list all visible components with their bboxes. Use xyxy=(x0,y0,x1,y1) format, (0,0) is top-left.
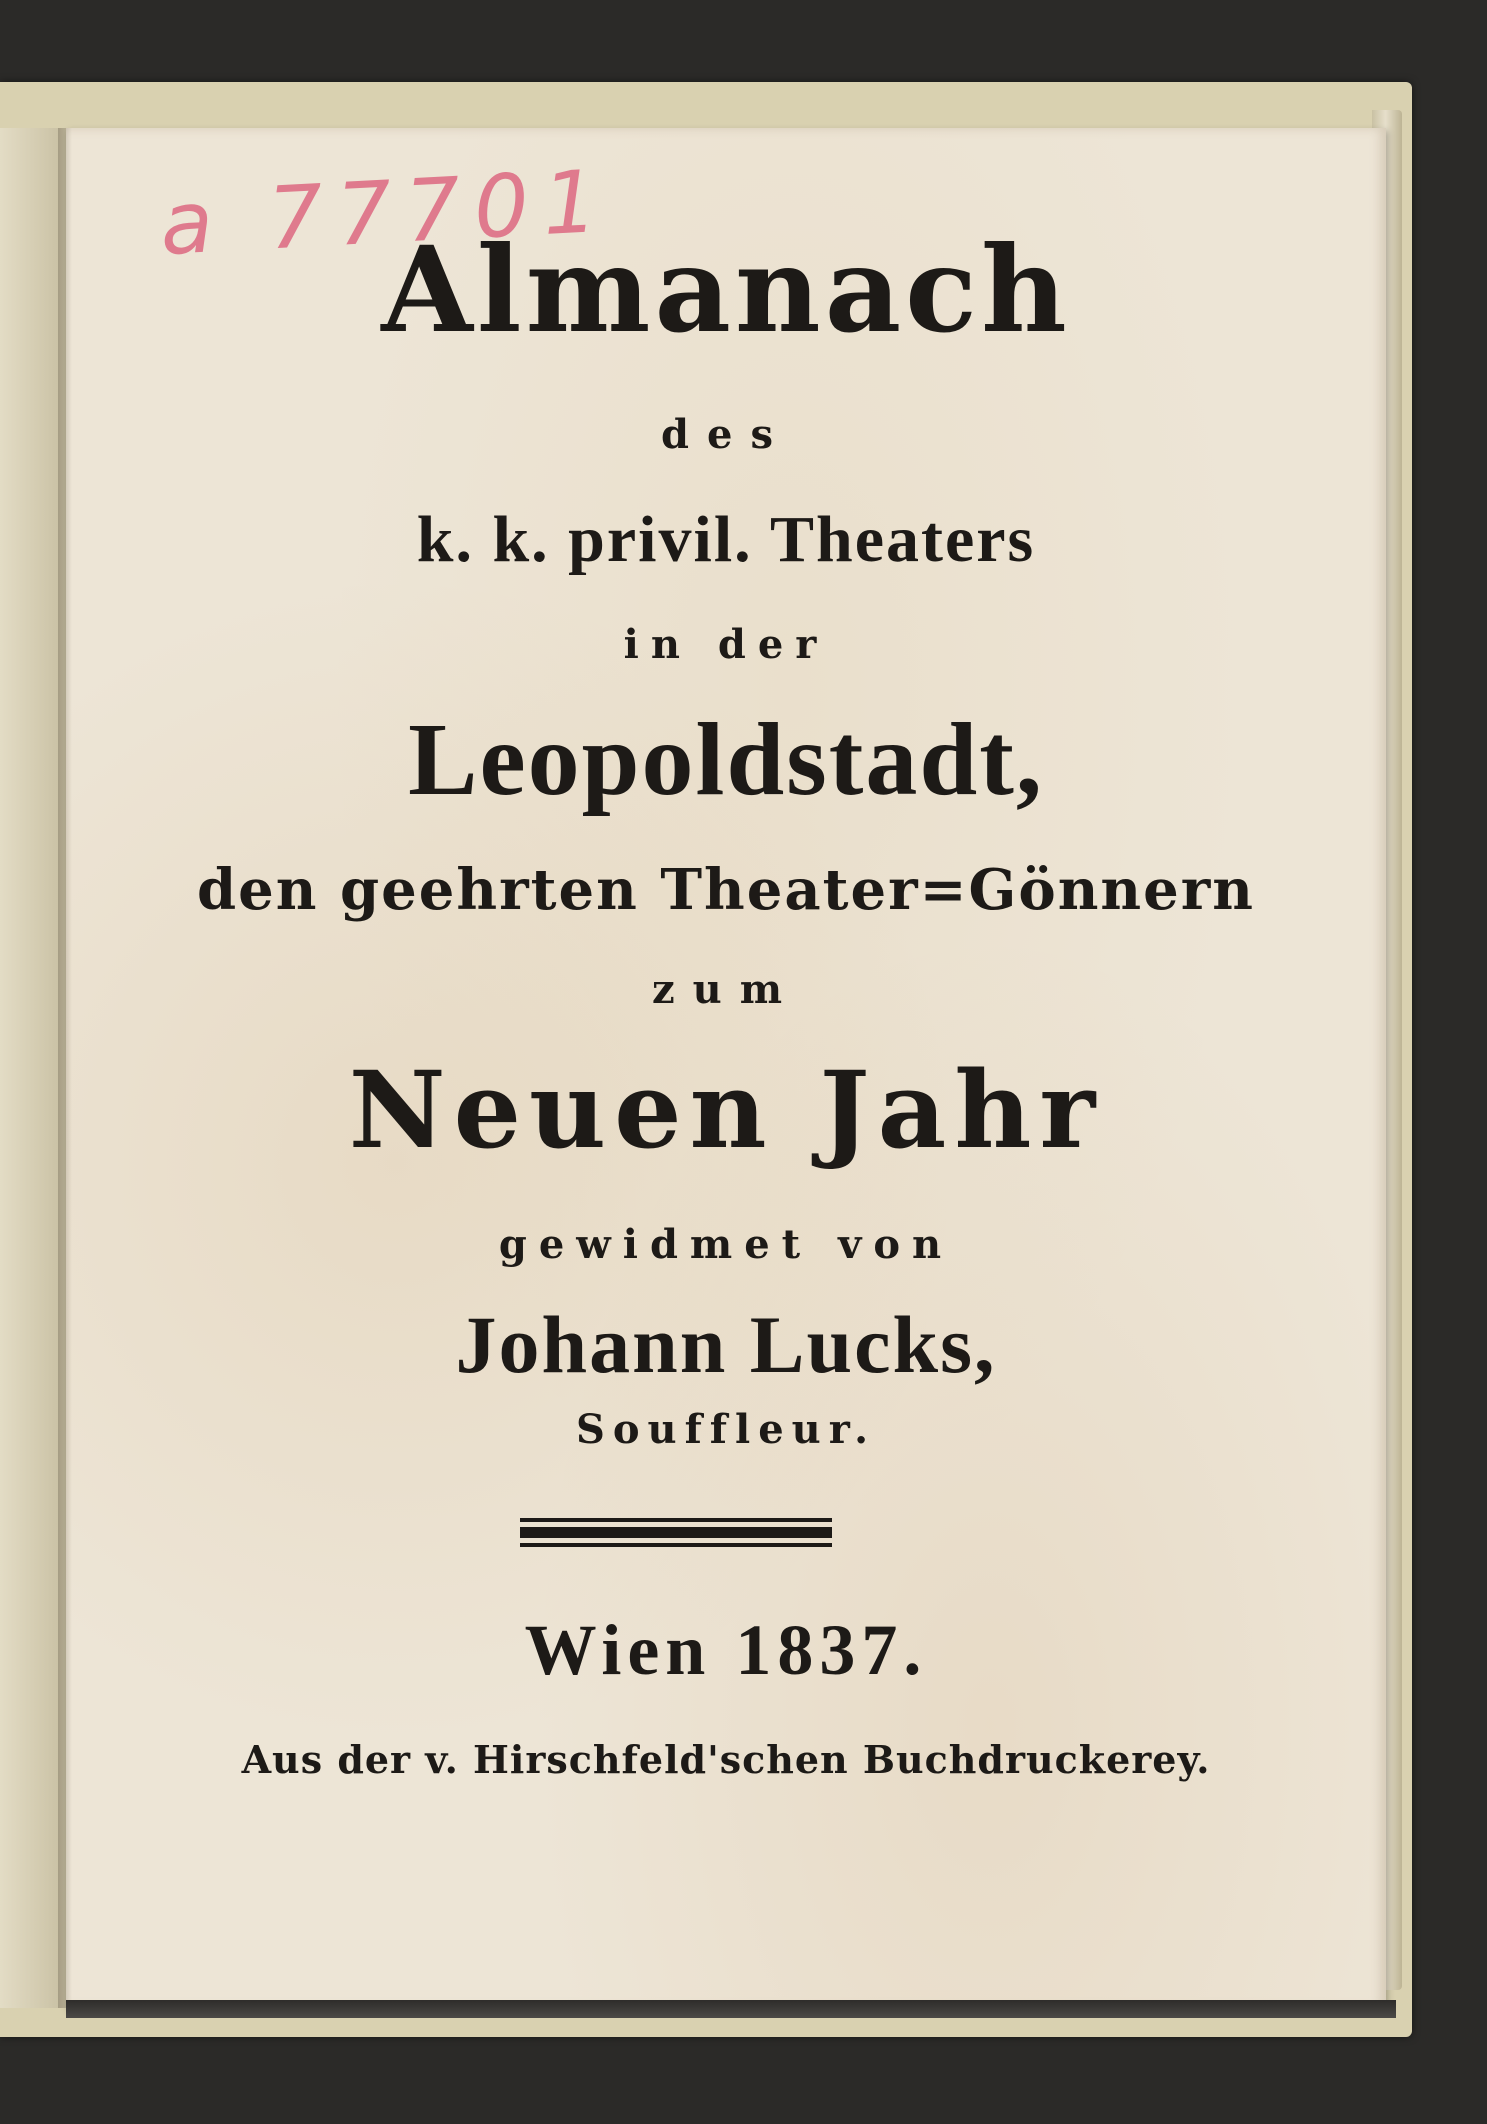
page-bottom-shadow xyxy=(66,2000,1396,2018)
shelfmark-stamp: a 77701 xyxy=(157,151,614,275)
imprint-place-year: Wien 1837. xyxy=(524,1610,928,1690)
title-goennern: den geehrten Theater=Gönnern xyxy=(196,857,1255,923)
rule-line-top xyxy=(520,1518,832,1522)
ornamental-rule xyxy=(520,1518,832,1548)
title-neuen-jahr: Neuen Jahr xyxy=(348,1047,1104,1172)
title-zum: zum xyxy=(651,966,801,1013)
title-theaters: k. k. privil. Theaters xyxy=(416,503,1036,576)
author-name: Johann Lucks, xyxy=(455,1299,997,1390)
title-leopoldstadt: Leopoldstadt, xyxy=(408,702,1044,817)
title-in-der: in der xyxy=(623,621,829,668)
title-almanach: Almanach xyxy=(381,220,1071,359)
title-des: des xyxy=(661,411,791,458)
rule-line-thick xyxy=(520,1527,832,1538)
book-gutter xyxy=(0,128,66,2008)
imprint-printer: Aus der v. Hirschfeld'schen Buchdruckerey. xyxy=(241,1737,1211,1782)
author-role: Souffleur. xyxy=(575,1406,877,1453)
rule-line-bottom xyxy=(520,1543,832,1547)
title-gewidmet-von: gewidmet von xyxy=(498,1221,954,1268)
